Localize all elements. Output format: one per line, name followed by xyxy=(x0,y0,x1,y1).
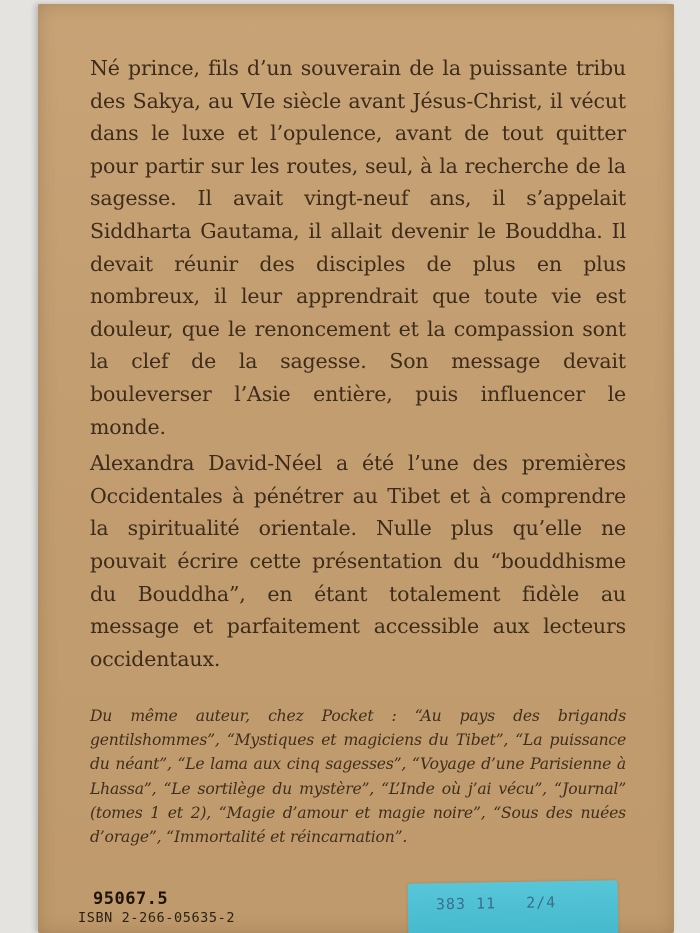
back-cover-blurb xyxy=(90,52,626,675)
library-sticker xyxy=(408,880,619,933)
blurb-paragraph-2: Alexandra David-Néel a été l’une des premières Occidentales à pénétrer au Tibet et à comprendre la spiritualité orientale. Nulle plus qu’elle ne pouvait écrire cette présentation du “bouddhisme du Bouddha”, en étant totalement fidèle au message et parfaitement accessible aux lecteurs occidentaux. xyxy=(90,451,626,671)
isbn-number: ISBN 2-266-05635-2 xyxy=(78,910,236,926)
reference-number: 95067.5 xyxy=(93,889,169,909)
blurb-paragraph-1: Né prince, fils d’un souverain de la puissante tribu des Sakya, au VIe siècle avant Jésus-Christ, il vécut dans le luxe et l’opulence, avant de tout quitter pour partir sur les routes, seul, à la recherche de la sagesse. Il avait vingt-neuf ans, il s’appelait Siddharta Gautama, il allait devenir le Bouddha. Il devait réunir des disciples de plus en plus nombreux, il leur apprendrait que toute vie est douleur, que le renoncement et la compassion sont la clef de la sagesse. Son message devait bouleverser l’Asie entière, puis influencer le monde. xyxy=(90,56,626,439)
book-back-cover xyxy=(38,4,674,933)
other-works-list: Du même auteur, chez Pocket : “Au pays des brigands gentilshommes”, “Mystiques et magiciens du Tibet”, “La puissance du néant”, “Le lama aux cinq sagesses”, “Voyage d’une Parisienne à Lhassa”, “Le sortilège du mystère”, “L’Inde où j’ai vécu”, “Journal” (tomes 1 et 2), “Magie d’amour et magie noire”, “Sous des nuées d’orage”, “Immortalité et réincarnation”. xyxy=(90,707,626,847)
sticker-label: 383 11 2/4 xyxy=(435,893,557,914)
